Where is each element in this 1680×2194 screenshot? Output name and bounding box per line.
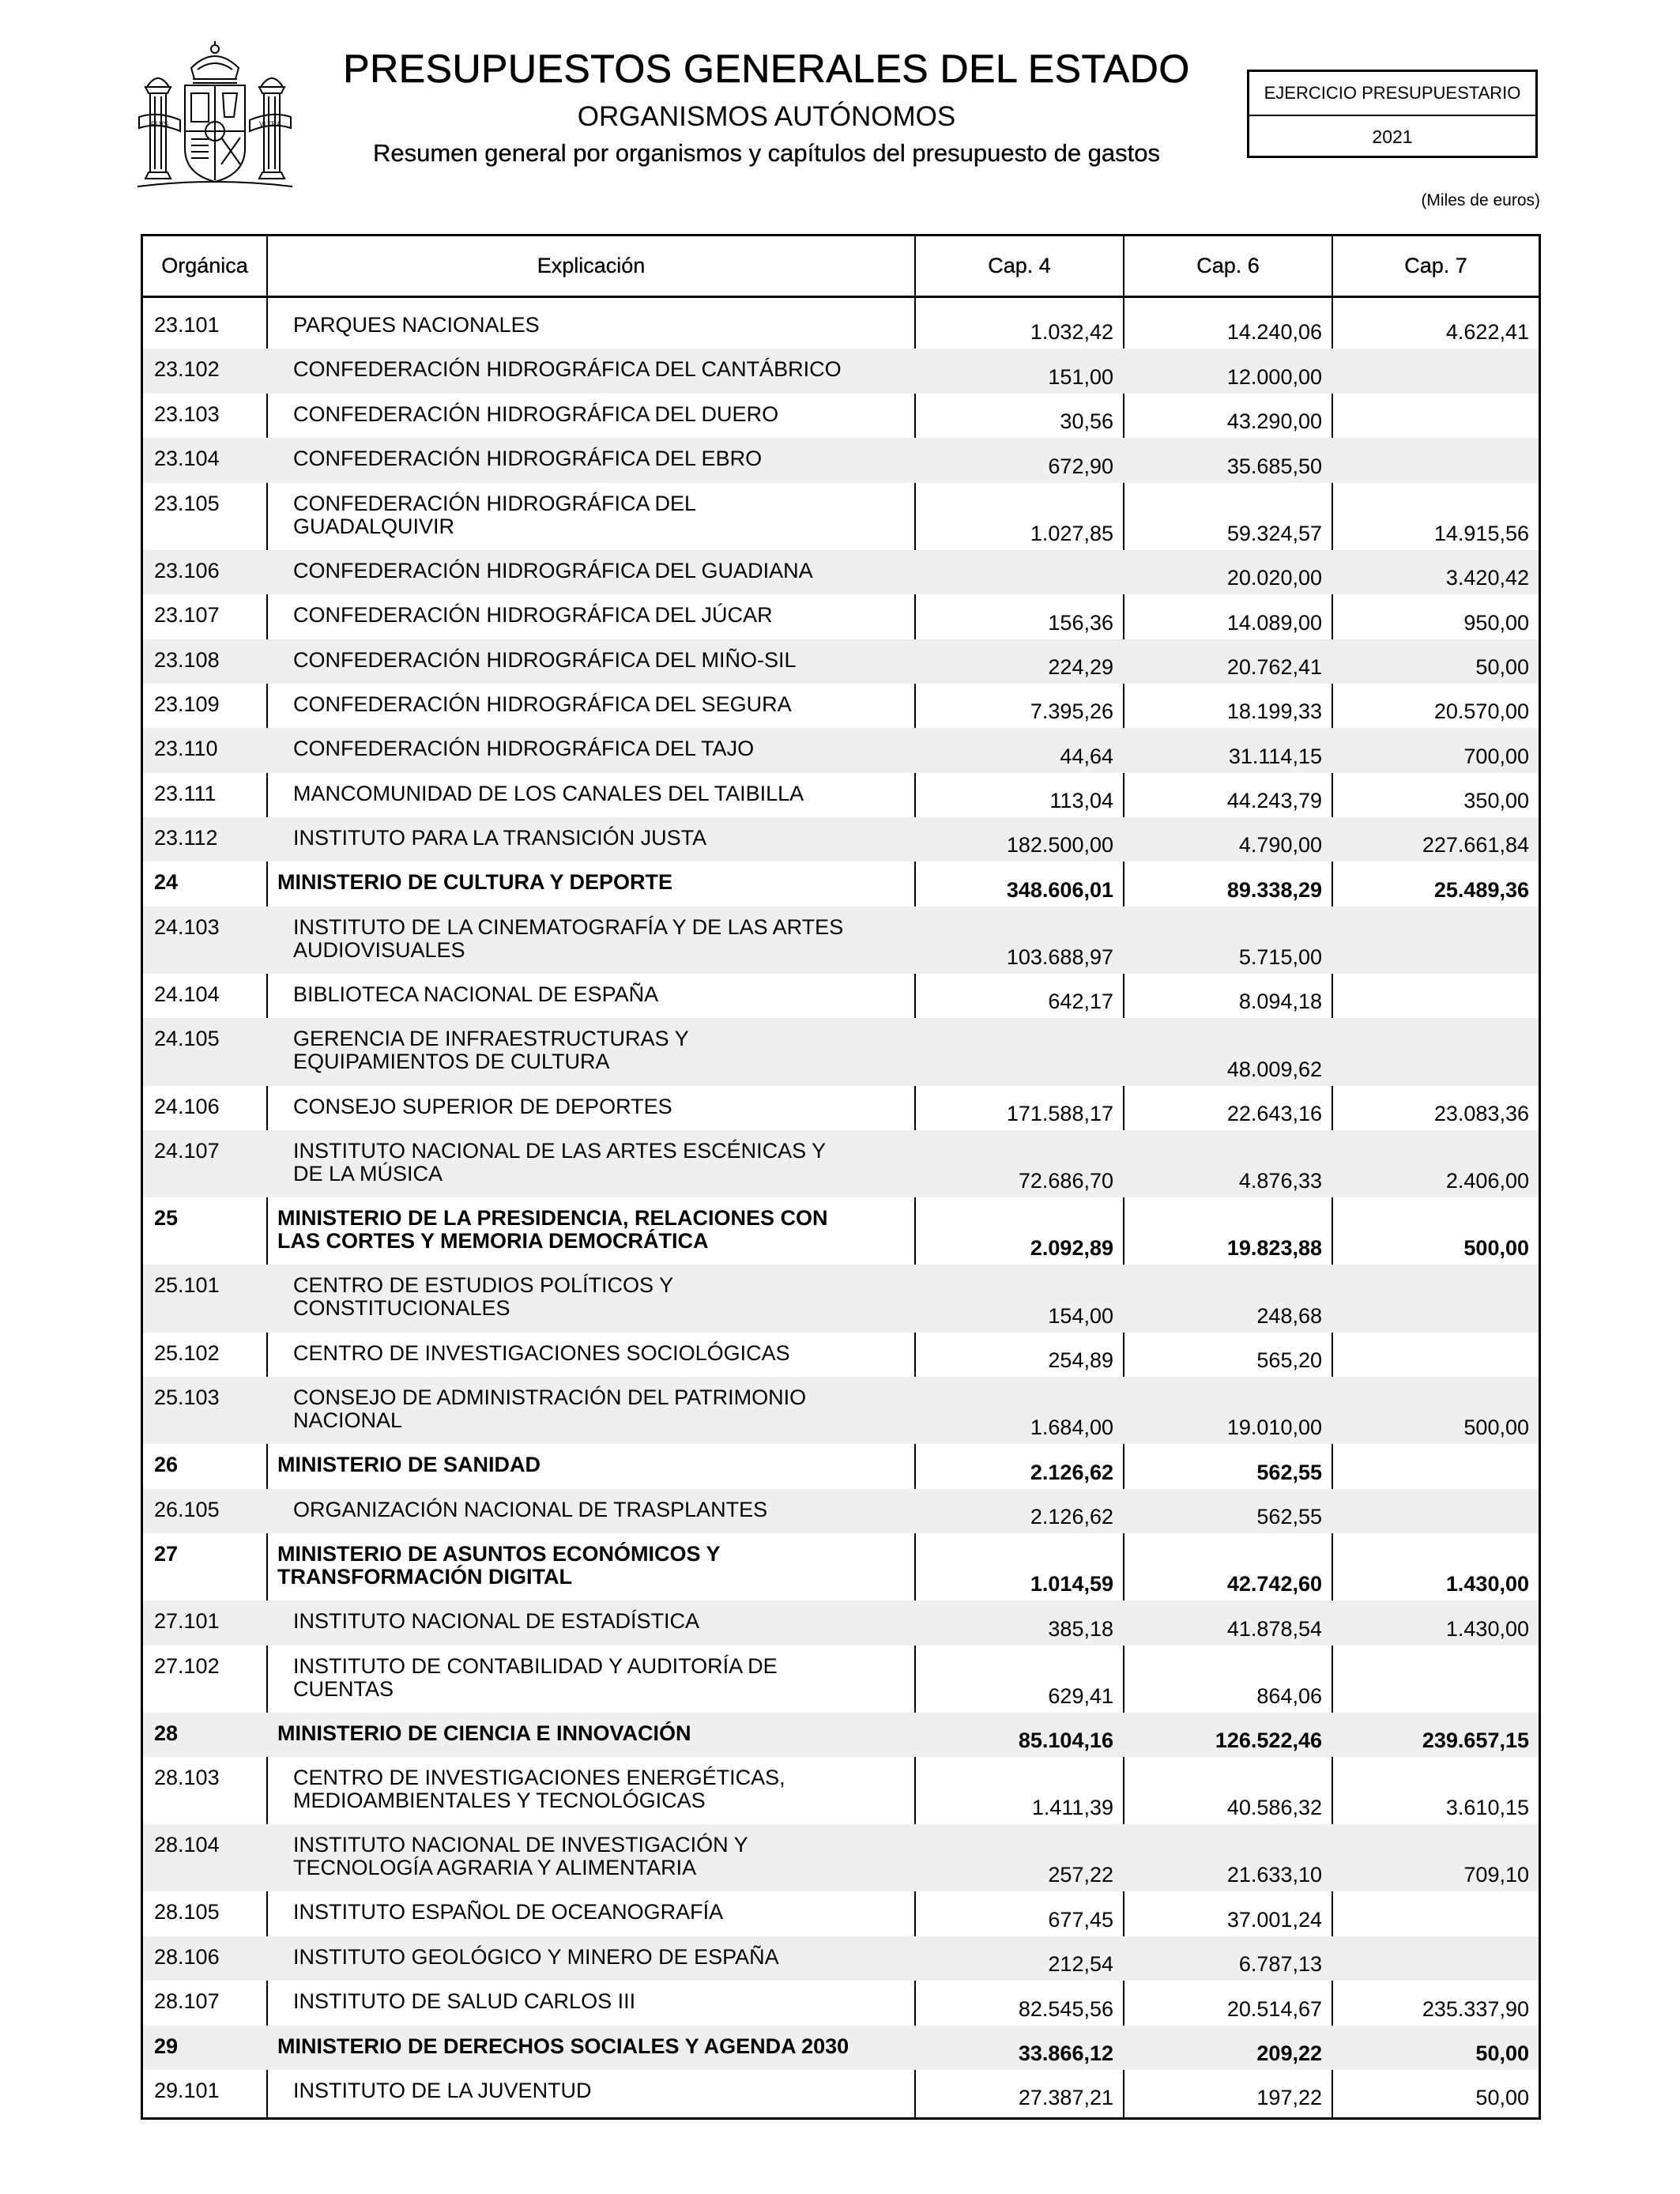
cell-cap4: 113,04	[1049, 789, 1113, 813]
cell-cap6: 5.715,00	[1238, 945, 1322, 970]
cell-organica: 26.105	[154, 1497, 220, 1521]
cell-cap6: 18.199,33	[1226, 699, 1322, 724]
cell-cap7	[1332, 1444, 1539, 1488]
cell-organica: 23.105	[154, 491, 220, 515]
cell-explicacion	[266, 550, 914, 594]
cell-cap6: 31.114,15	[1228, 744, 1322, 768]
cell-cap7: 25.489,36	[1433, 877, 1529, 902]
table-row-ministry	[143, 1533, 1539, 1600]
cell-organica: 25.101	[154, 1273, 220, 1298]
cell-explicacion	[266, 1444, 914, 1488]
table-row	[143, 1757, 1539, 1824]
cell-cap4: 1.027,85	[1030, 521, 1113, 545]
table-row	[143, 550, 1539, 594]
cell-cap7	[1332, 974, 1539, 1018]
cell-cap7: 1.430,00	[1445, 1616, 1529, 1641]
cell-organica: 28.103	[154, 1766, 220, 1790]
table-row	[143, 1333, 1539, 1377]
cell-cap6: 4.790,00	[1238, 833, 1322, 858]
cell-cap4: 257,22	[1048, 1863, 1113, 1887]
cell-explicacion-line: NACIONAL	[293, 1408, 403, 1432]
cell-explicacion	[266, 1600, 914, 1645]
table-row	[143, 974, 1539, 1018]
cell-cap4	[914, 550, 1123, 594]
cell-organica: 23.111	[154, 781, 217, 805]
cell-explicacion	[266, 594, 914, 639]
cell-organica: 23.109	[154, 692, 220, 716]
cell-cap7	[1332, 1646, 1539, 1713]
cell-cap6: 209,22	[1256, 2041, 1322, 2066]
cell-cap7: 239.657,15	[1422, 1728, 1529, 1753]
cell-explicacion-line: CENTRO DE INVESTIGACIONES SOCIOLÓGICAS	[293, 1340, 790, 1365]
cell-cap7	[1332, 1018, 1539, 1085]
cell-cap4: 385,18	[1048, 1616, 1113, 1641]
cell-explicacion	[266, 394, 914, 438]
cell-cap7: 709,10	[1463, 1863, 1529, 1887]
emblem-vltra-lettering: VLTRA	[258, 120, 282, 128]
cell-organica: 24.103	[154, 914, 220, 939]
cell-organica: 27.102	[154, 1653, 220, 1678]
cell-explicacion-line: CONSEJO SUPERIOR DE DEPORTES	[293, 1094, 672, 1118]
cell-cap4: 2.126,62	[1030, 1460, 1113, 1484]
cell-cap4: 642,17	[1048, 990, 1113, 1014]
cell-cap7	[1332, 438, 1539, 482]
cell-cap4: 1.014,59	[1030, 1572, 1113, 1596]
cell-explicacion	[266, 1713, 914, 1757]
table-row	[143, 304, 1539, 349]
cell-cap4: 629,41	[1048, 1683, 1113, 1708]
cell-cap6: 197,22	[1256, 2086, 1322, 2110]
cell-explicacion-line: CONFEDERACIÓN HIDROGRÁFICA DEL JÚCAR	[293, 603, 773, 628]
cell-cap7: 950,00	[1463, 610, 1529, 635]
cell-cap4: 2.126,62	[1030, 1504, 1113, 1529]
cell-explicacion	[266, 861, 914, 906]
cell-organica: 29.101	[154, 2079, 220, 2103]
cell-cap6: 35.685,50	[1226, 454, 1322, 478]
cell-cap7	[1332, 349, 1539, 393]
cell-cap6: 864,06	[1256, 1683, 1322, 1708]
cell-explicacion-line: MINISTERIO DE SANIDAD	[277, 1453, 541, 1477]
table-row-ministry	[143, 1713, 1539, 1757]
cell-explicacion-line: ORGANIZACIÓN NACIONAL DE TRASPLANTES	[293, 1497, 768, 1521]
cell-explicacion	[266, 1891, 914, 1936]
cell-organica: 23.106	[154, 558, 220, 582]
table-row	[143, 1891, 1539, 1936]
cell-cap7: 14.915,56	[1433, 521, 1529, 545]
cell-cap7: 500,00	[1463, 1236, 1529, 1261]
cell-organica: 24.107	[154, 1139, 220, 1163]
cell-cap4: 1.411,39	[1031, 1796, 1113, 1820]
cell-explicacion-line: CONSEJO DE ADMINISTRACIÓN DEL PATRIMONIO	[293, 1385, 807, 1409]
cell-explicacion-line: DE LA MÚSICA	[293, 1162, 443, 1186]
cell-organica: 25.103	[154, 1385, 220, 1409]
cell-explicacion	[266, 483, 914, 550]
cell-explicacion-line: MINISTERIO DE LA PRESIDENCIA, RELACIONES CON	[277, 1206, 828, 1231]
cell-cap4: 82.545,56	[1018, 1996, 1113, 2021]
table-row	[143, 1600, 1539, 1645]
cell-organica: 28.106	[154, 1944, 220, 1969]
table-row	[143, 1377, 1539, 1444]
table-row	[143, 394, 1539, 438]
cell-organica: 23.108	[154, 647, 220, 672]
cell-cap6: 14.240,06	[1226, 320, 1322, 345]
cell-organica: 23.103	[154, 401, 220, 426]
table-row	[143, 1936, 1539, 1981]
cell-cap7: 23.083,36	[1433, 1102, 1529, 1126]
cell-explicacion	[266, 1130, 914, 1197]
cell-cap6: 43.290,00	[1226, 409, 1322, 434]
cell-cap4: 7.395,26	[1030, 699, 1113, 724]
table-row	[143, 1646, 1539, 1713]
cell-explicacion-line: TECNOLOGÍA AGRARIA Y ALIMENTARIA	[293, 1856, 697, 1880]
cell-cap7	[1332, 394, 1539, 438]
table-row-ministry	[143, 861, 1539, 906]
cell-explicacion	[266, 1981, 914, 2025]
cell-cap7: 500,00	[1463, 1416, 1529, 1440]
cell-cap7: 350,00	[1463, 789, 1529, 813]
cell-explicacion	[266, 1086, 914, 1130]
cell-cap4: 44,64	[1060, 744, 1113, 768]
cell-explicacion-line: CONFEDERACIÓN HIDROGRÁFICA DEL MIÑO-SIL	[293, 647, 797, 672]
table-row	[143, 483, 1539, 550]
cell-explicacion-line: CENTRO DE ESTUDIOS POLÍTICOS Y	[293, 1273, 674, 1298]
table-body	[143, 298, 1539, 2114]
cell-cap4: 212,54	[1048, 1952, 1113, 1977]
cell-explicacion	[266, 1333, 914, 1377]
cell-explicacion	[266, 1377, 914, 1444]
table-row	[143, 1130, 1539, 1197]
cell-cap6: 20.762,41	[1226, 654, 1322, 679]
cell-organica: 23.102	[154, 357, 220, 382]
cell-cap4	[914, 1018, 1123, 1085]
cell-explicacion	[266, 1936, 914, 1981]
cell-organica: 24	[154, 870, 179, 895]
table-row	[143, 1265, 1539, 1332]
cell-cap4: 30,56	[1060, 409, 1113, 434]
cell-organica: 23.101	[154, 313, 220, 337]
cell-explicacion-line: GERENCIA DE INFRAESTRUCTURAS Y	[293, 1027, 689, 1051]
cell-cap6: 48.009,62	[1226, 1057, 1322, 1081]
cell-organica: 28.104	[154, 1833, 220, 1857]
cell-organica: 24.105	[154, 1027, 220, 1051]
cell-explicacion-line: MINISTERIO DE CIENCIA E INNOVACIÓN	[277, 1721, 691, 1745]
table-row	[143, 1018, 1539, 1085]
cell-explicacion-line: LAS CORTES Y MEMORIA DEMOCRÁTICA	[277, 1229, 709, 1253]
cell-cap4: 1.032,42	[1030, 320, 1113, 345]
cell-cap6: 40.586,32	[1226, 1796, 1322, 1820]
cell-explicacion-line: GUADALQUIVIR	[293, 514, 455, 538]
cell-cap7: 1.430,00	[1445, 1572, 1529, 1596]
cell-explicacion-line: MANCOMUNIDAD DE LOS CANALES DEL TAIBILLA	[293, 781, 804, 805]
cell-explicacion	[266, 1018, 914, 1085]
cell-cap7: 3.420,42	[1445, 566, 1529, 590]
cell-explicacion-line: AUDIOVISUALES	[293, 937, 465, 962]
table-row	[143, 1489, 1539, 1533]
cell-cap4: 182.500,00	[1006, 833, 1113, 858]
cell-organica: 26	[154, 1453, 179, 1477]
cell-explicacion-line: INSTITUTO NACIONAL DE LAS ARTES ESCÉNICAS Y	[293, 1139, 827, 1163]
cell-organica: 25.102	[154, 1340, 220, 1365]
table-row	[143, 907, 1539, 974]
table-row	[143, 639, 1539, 684]
cell-cap4: 156,36	[1048, 610, 1113, 635]
cell-explicacion-line: INSTITUTO ESPAÑOL DE OCEANOGRAFÍA	[293, 1900, 724, 1924]
cell-explicacion	[266, 1646, 914, 1713]
cell-cap6: 20.514,67	[1226, 1996, 1322, 2021]
cell-cap6: 44.243,79	[1226, 789, 1322, 813]
column-header-organica: Orgánica	[161, 254, 248, 277]
cell-explicacion-line: CONSTITUCIONALES	[293, 1296, 510, 1321]
table-header	[143, 236, 1539, 298]
cell-cap7: 700,00	[1463, 744, 1529, 768]
cell-cap6: 14.089,00	[1226, 610, 1322, 635]
cell-explicacion-line: CUENTAS	[293, 1676, 394, 1701]
cell-cap7	[1332, 1891, 1539, 1936]
cell-cap6: 6.787,13	[1238, 1952, 1322, 1977]
cell-explicacion	[266, 2070, 914, 2114]
table-row	[143, 817, 1539, 861]
cell-explicacion-line: CONFEDERACIÓN HIDROGRÁFICA DEL CANTÁBRICO	[293, 357, 842, 382]
cell-cap7: 50,00	[1475, 2041, 1529, 2066]
cell-explicacion	[266, 1757, 914, 1824]
page-title: PRESUPUESTOS GENERALES DEL ESTADO	[343, 47, 1190, 91]
cell-explicacion-line: PARQUES NACIONALES	[293, 313, 540, 337]
cell-cap6: 21.633,10	[1226, 1863, 1322, 1887]
cell-cap4: 254,89	[1048, 1348, 1113, 1372]
emblem-plvs-lettering: PLVS	[150, 120, 169, 128]
cell-cap6: 22.643,16	[1226, 1102, 1322, 1126]
cell-explicacion	[266, 349, 914, 393]
cell-explicacion-line: INSTITUTO PARA LA TRANSICIÓN JUSTA	[293, 826, 707, 850]
cell-organica: 25	[154, 1206, 179, 1231]
table-row	[143, 773, 1539, 817]
cell-explicacion	[266, 304, 914, 349]
cell-cap4: 1.684,00	[1030, 1416, 1113, 1440]
table-row	[143, 1981, 1539, 2025]
column-header-cap7: Cap. 7	[1332, 236, 1539, 296]
cell-cap7: 3.610,15	[1445, 1796, 1529, 1820]
cell-cap7	[1332, 1489, 1539, 1533]
cell-cap4: 2.092,89	[1030, 1236, 1113, 1261]
table-row-ministry	[143, 1444, 1539, 1488]
cell-cap4: 27.387,21	[1018, 2086, 1113, 2110]
cell-organica: 24.106	[154, 1094, 220, 1118]
cell-explicacion	[266, 438, 914, 482]
page-subtitle: ORGANISMOS AUTÓNOMOS	[577, 101, 956, 132]
table-row	[143, 594, 1539, 639]
cell-cap7	[1332, 1936, 1539, 1981]
cell-organica: 28.105	[154, 1900, 220, 1924]
cell-organica: 23.107	[154, 603, 220, 628]
cell-cap7: 235.337,90	[1422, 1996, 1529, 2021]
table-row	[143, 728, 1539, 772]
cell-explicacion	[266, 773, 914, 817]
cell-cap4: 151,00	[1048, 364, 1113, 389]
cell-organica: 24.104	[154, 982, 220, 1007]
cell-cap7	[1332, 1265, 1539, 1332]
cell-explicacion-line: MEDIOAMBIENTALES Y TECNOLÓGICAS	[293, 1789, 706, 1813]
table-row	[143, 438, 1539, 482]
budget-year-box	[1247, 70, 1538, 158]
cell-cap6: 19.010,00	[1226, 1416, 1322, 1440]
cell-explicacion-line: CONFEDERACIÓN HIDROGRÁFICA DEL GUADIANA	[293, 558, 813, 582]
cell-explicacion-line: MINISTERIO DE DERECHOS SOCIALES Y AGENDA 2030	[277, 2034, 849, 2058]
cell-explicacion	[266, 1489, 914, 1533]
cell-explicacion	[266, 1824, 914, 1891]
table-row-ministry	[143, 1197, 1539, 1265]
cell-cap6: 8.094,18	[1238, 990, 1322, 1014]
table-row	[143, 1824, 1539, 1891]
cell-cap7: 50,00	[1475, 2086, 1529, 2110]
cell-explicacion-line: INSTITUTO DE CONTABILIDAD Y AUDITORÍA DE	[293, 1653, 778, 1678]
cell-organica: 28.107	[154, 1989, 220, 2014]
cell-cap6: 20.020,00	[1226, 566, 1322, 590]
cell-explicacion-line: CONFEDERACIÓN HIDROGRÁFICA DEL SEGURA	[293, 692, 792, 716]
column-header-cap4: Cap. 4	[914, 236, 1123, 296]
cell-cap6: 19.823,88	[1226, 1236, 1322, 1261]
cell-explicacion	[266, 2026, 914, 2070]
cell-cap7	[1332, 907, 1539, 974]
cell-explicacion-line: INSTITUTO DE LA JUVENTUD	[293, 2079, 592, 2103]
cell-organica: 23.104	[154, 447, 220, 471]
cell-cap7: 4.622,41	[1445, 320, 1529, 345]
cell-cap4: 85.104,16	[1018, 1728, 1113, 1753]
cell-cap4: 171.588,17	[1006, 1102, 1113, 1126]
cell-cap4: 224,29	[1048, 654, 1113, 679]
units-note: (Miles de euros)	[1421, 191, 1540, 209]
cell-explicacion-line: CONFEDERACIÓN HIDROGRÁFICA DEL EBRO	[293, 447, 763, 471]
column-header-explicacion: Explicación	[266, 236, 914, 296]
cell-explicacion	[266, 1197, 914, 1265]
cell-cap7: 50,00	[1475, 654, 1529, 679]
cell-organica: 28	[154, 1721, 179, 1745]
cell-cap7	[1332, 1333, 1539, 1377]
budget-table	[141, 234, 1541, 2120]
cell-explicacion	[266, 1533, 914, 1600]
cell-cap4: 348.606,01	[1006, 877, 1113, 902]
cell-cap6: 562,55	[1256, 1504, 1322, 1529]
cell-organica: 23.110	[154, 737, 218, 761]
cell-explicacion-line: CONFEDERACIÓN HIDROGRÁFICA DEL	[293, 491, 697, 515]
cell-cap4: 72.686,70	[1018, 1169, 1113, 1193]
cell-cap4: 103.688,97	[1006, 945, 1113, 970]
budget-year-value: 2021	[1372, 126, 1413, 147]
table-row	[143, 1086, 1539, 1130]
cell-explicacion	[266, 684, 914, 728]
cell-cap6: 37.001,24	[1226, 1907, 1322, 1932]
cell-cap7: 2.406,00	[1445, 1169, 1529, 1193]
cell-explicacion-line: BIBLIOTECA NACIONAL DE ESPAÑA	[293, 982, 659, 1007]
table-row-ministry	[143, 2026, 1539, 2070]
cell-explicacion-line: CONFEDERACIÓN HIDROGRÁFICA DEL DUERO	[293, 401, 779, 426]
column-header-cap6: Cap. 6	[1123, 236, 1332, 296]
cell-cap4: 672,90	[1048, 454, 1113, 478]
cell-organica: 27.101	[154, 1609, 220, 1634]
cell-cap6: 126.522,46	[1215, 1728, 1322, 1753]
cell-cap4: 677,45	[1048, 1907, 1113, 1932]
table-row	[143, 684, 1539, 728]
cell-explicacion-line: MINISTERIO DE ASUNTOS ECONÓMICOS Y	[277, 1541, 721, 1566]
cell-organica: 29	[154, 2034, 179, 2058]
cell-explicacion	[266, 817, 914, 861]
cell-explicacion-line: MINISTERIO DE CULTURA Y DEPORTE	[277, 870, 673, 895]
cell-explicacion-line: INSTITUTO DE LA CINEMATOGRAFÍA Y DE LAS ARTES	[293, 914, 844, 939]
cell-cap6: 565,20	[1256, 1348, 1322, 1372]
cell-explicacion	[266, 974, 914, 1018]
cell-cap6: 42.742,60	[1226, 1572, 1322, 1596]
cell-explicacion-line: CONFEDERACIÓN HIDROGRÁFICA DEL TAJO	[293, 737, 755, 761]
cell-explicacion-line: INSTITUTO DE SALUD CARLOS III	[293, 1989, 636, 2014]
cell-cap7: 20.570,00	[1433, 699, 1529, 724]
cell-explicacion	[266, 907, 914, 974]
cell-cap6: 89.338,29	[1226, 877, 1322, 902]
cell-explicacion-line: INSTITUTO NACIONAL DE INVESTIGACIÓN Y	[293, 1833, 748, 1857]
cell-cap7: 227.661,84	[1422, 833, 1529, 858]
cell-organica: 27	[154, 1541, 179, 1566]
table-row	[143, 349, 1539, 393]
cell-explicacion-line: EQUIPAMIENTOS DE CULTURA	[293, 1050, 610, 1074]
cell-explicacion	[266, 639, 914, 684]
cell-explicacion-line: INSTITUTO NACIONAL DE ESTADÍSTICA	[293, 1609, 700, 1634]
cell-explicacion-line: INSTITUTO GEOLÓGICO Y MINERO DE ESPAÑA	[293, 1944, 779, 1969]
cell-cap6: 562,55	[1256, 1460, 1322, 1484]
cell-explicacion-line: TRANSFORMACIÓN DIGITAL	[277, 1564, 572, 1589]
cell-cap6: 59.324,57	[1226, 521, 1322, 545]
page-subtitle-detail: Resumen general por organismos y capítulos del presupuesto de gastos	[372, 139, 1161, 167]
cell-explicacion	[266, 728, 914, 772]
cell-cap6: 248,68	[1256, 1303, 1322, 1328]
cell-explicacion-line: CENTRO DE INVESTIGACIONES ENERGÉTICAS,	[293, 1766, 785, 1790]
cell-cap6: 12.000,00	[1226, 364, 1322, 389]
cell-cap4: 33.866,12	[1018, 2041, 1113, 2066]
table-row	[143, 2070, 1539, 2114]
cell-cap6: 41.878,54	[1226, 1616, 1322, 1641]
budget-year-label: EJERCICIO PRESUPUESTARIO	[1249, 72, 1535, 116]
cell-explicacion	[266, 1265, 914, 1332]
cell-cap6: 4.876,33	[1238, 1169, 1322, 1193]
cell-cap4: 154,00	[1048, 1303, 1113, 1328]
cell-organica: 23.112	[154, 826, 218, 850]
